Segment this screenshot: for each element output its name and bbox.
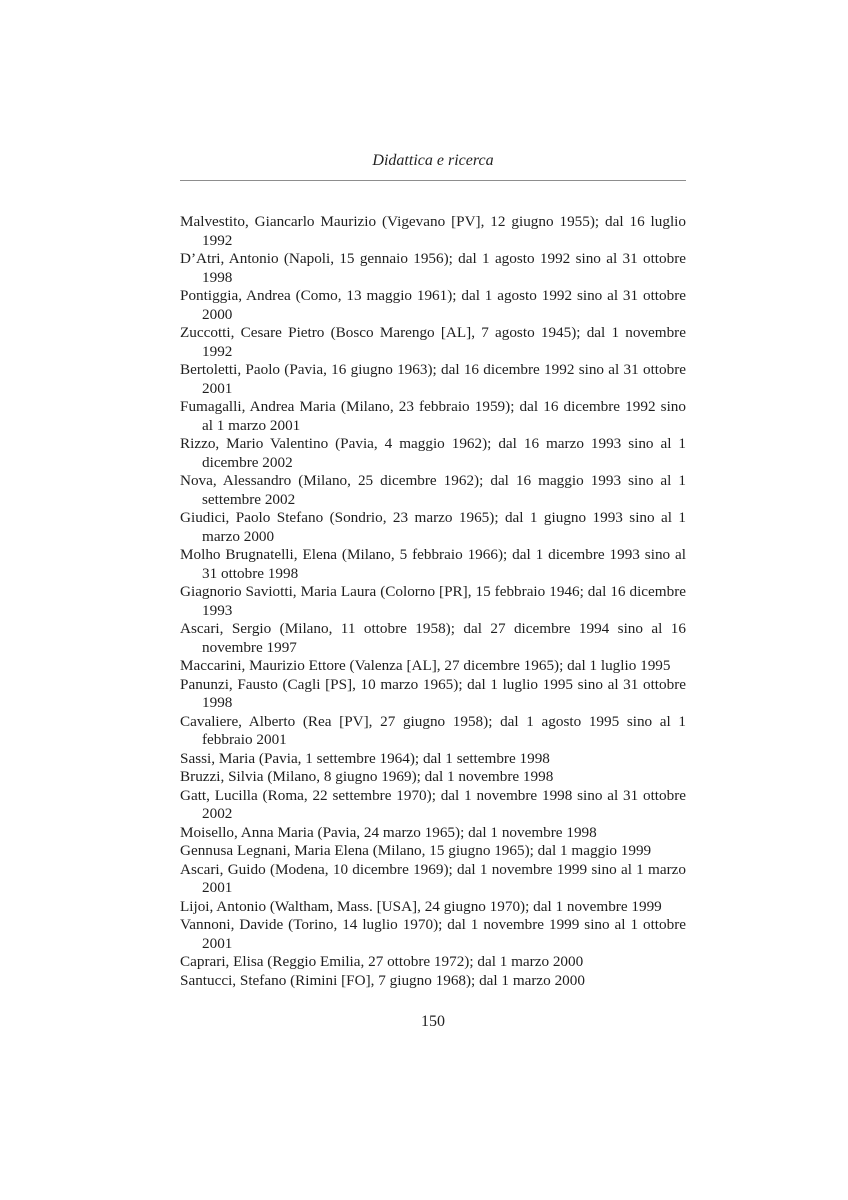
entry: Zuccotti, Cesare Pietro (Bosco Marengo [AL], 7 agosto 1945); dal 1 novembre 1992 [180,324,686,360]
entry: Gatt, Lucilla (Roma, 22 settembre 1970); dal 1 novembre 1998 sino al 31 ottobre 2002 [180,786,686,822]
entry: Bertoletti, Paolo (Pavia, 16 giugno 1963); dal 16 dicembre 1992 sino al 31 ottobre 2001 [180,361,686,397]
entry: Ascari, Guido (Modena, 10 dicembre 1969); dal 1 novembre 1999 sino al 1 marzo 2001 [180,860,686,896]
running-header: Didattica e ricerca [372,152,494,169]
entry: Rizzo, Mario Valentino (Pavia, 4 maggio 1962); dal 16 marzo 1993 sino al 1 dicembre 2002 [180,435,686,471]
entry: Ascari, Sergio (Milano, 11 ottobre 1958); dal 27 dicembre 1994 sino al 16 novembre 1997 [180,620,686,656]
entry: Santucci, Stefano (Rimini [FO], 7 giugno 1968); dal 1 marzo 2000 [180,971,585,989]
document-page [180,0,686,1200]
entry: Vannoni, Davide (Torino, 14 luglio 1970); dal 1 novembre 1999 sino al 1 ottobre 2001 [180,916,686,952]
entry: Lijoi, Antonio (Waltham, Mass. [USA], 24 giugno 1970); dal 1 novembre 1999 [180,897,662,915]
entry: Giagnorio Saviotti, Maria Laura (Colorno [PR], 15 febbraio 1946; dal 16 dicembre 1993 [180,583,686,619]
entry: Fumagalli, Andrea Maria (Milano, 23 febbraio 1959); dal 16 dicembre 1992 sino al 1 marzo 2001 [180,398,686,434]
entry: Cavaliere, Alberto (Rea [PV], 27 giugno 1958); dal 1 agosto 1995 sino al 1 febbraio 2001 [180,712,686,748]
entry: Malvestito, Giancarlo Maurizio (Vigevano [PV], 12 giugno 1955); dal 16 luglio 1992 [180,213,686,249]
entry: Caprari, Elisa (Reggio Emilia, 27 ottobre 1972); dal 1 marzo 2000 [180,953,584,970]
entry: Panunzi, Fausto (Cagli [PS], 10 marzo 1965); dal 1 luglio 1995 sino al 31 ottobre 1998 [180,675,686,711]
header-rule [180,180,686,181]
entry: D’Atri, Antonio (Napoli, 15 gennaio 1956); dal 1 agosto 1992 sino al 31 ottobre 1998 [180,250,686,286]
entry: Pontiggia, Andrea (Como, 13 maggio 1961); dal 1 agosto 1992 sino al 31 ottobre 2000 [180,287,686,323]
entry: Gennusa Legnani, Maria Elena (Milano, 15 giugno 1965); dal 1 maggio 1999 [180,842,652,859]
page-number: 150 [421,1013,445,1030]
entries-list [180,213,686,990]
entry: Sassi, Maria (Pavia, 1 settembre 1964); dal 1 settembre 1998 [180,749,550,767]
entry: Maccarini, Maurizio Ettore (Valenza [AL], 27 dicembre 1965); dal 1 luglio 1995 [180,657,671,674]
entry: Nova, Alessandro (Milano, 25 dicembre 1962); dal 16 maggio 1993 sino al 1 settembre 2002 [180,472,686,508]
entry: Moisello, Anna Maria (Pavia, 24 marzo 1965); dal 1 novembre 1998 [180,823,597,841]
entry: Giudici, Paolo Stefano (Sondrio, 23 marzo 1965); dal 1 giugno 1993 sino al 1 marzo 2000 [180,509,686,545]
entry: Bruzzi, Silvia (Milano, 8 giugno 1969); dal 1 novembre 1998 [180,768,554,785]
entry: Molho Brugnatelli, Elena (Milano, 5 febbraio 1966); dal 1 dicembre 1993 sino al 31 ottobre 1998 [180,546,686,582]
